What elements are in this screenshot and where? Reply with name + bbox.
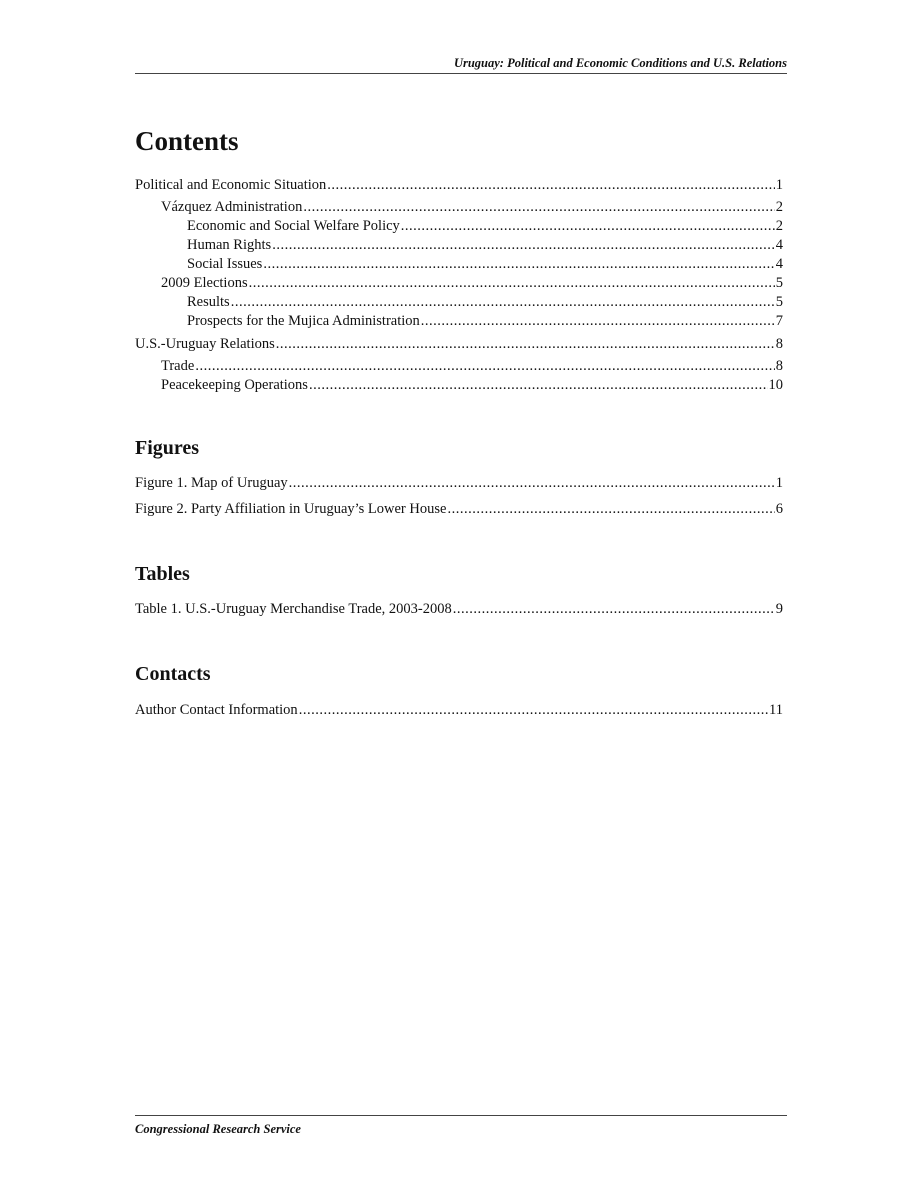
toc-leader [249, 274, 775, 292]
toc-entry[interactable] [135, 312, 783, 330]
toc-entry[interactable] [135, 255, 783, 273]
toc-entry[interactable] [135, 701, 783, 719]
toc-entry-page: 9 [775, 601, 783, 617]
toc-entry-page: 8 [775, 336, 783, 352]
toc-entry-label: Figure 1. Map of Uruguay [135, 475, 288, 491]
contents-heading: Contents [135, 126, 239, 156]
toc-entry-page: 1 [775, 177, 783, 193]
toc-leader [272, 236, 775, 254]
toc-entry-page: 7 [775, 313, 783, 329]
toc-entry-label: Social Issues [187, 256, 263, 272]
toc-entry-label: Results [187, 294, 230, 310]
running-header: Uruguay: Political and Economic Conditions and U.S. Relations [135, 55, 787, 74]
toc-leader [195, 357, 774, 375]
toc-entry-label: Trade [161, 358, 195, 374]
toc-leader [327, 176, 774, 194]
toc-entry[interactable] [135, 217, 783, 235]
toc-leader [303, 198, 774, 216]
toc-entry-page: 8 [775, 358, 783, 374]
toc-entry-page: 5 [775, 275, 783, 291]
toc-entry-page: 1 [775, 475, 783, 491]
toc-leader [309, 376, 768, 394]
toc-entry[interactable] [135, 274, 783, 292]
tables-heading: Tables [135, 563, 190, 585]
toc-leader [276, 335, 775, 353]
toc-entry[interactable] [135, 176, 783, 194]
toc-entry-label: Political and Economic Situation [135, 177, 327, 193]
toc-entry-label: Economic and Social Welfare Policy [187, 218, 400, 234]
toc-leader [447, 500, 774, 518]
toc-entry[interactable] [135, 474, 783, 492]
toc-entry-page: 2 [775, 218, 783, 234]
toc-entry-label: Figure 2. Party Affiliation in Uruguay’s Lower House [135, 501, 447, 517]
toc-entry[interactable] [135, 357, 783, 375]
toc-entry-page: 4 [775, 256, 783, 272]
figures-heading: Figures [135, 437, 200, 459]
toc-entry-label: 2009 Elections [161, 275, 248, 291]
toc-entry-label: Human Rights [187, 237, 272, 253]
toc-entry-label: Prospects for the Mujica Administration [187, 313, 420, 329]
toc-entry[interactable] [135, 293, 783, 311]
toc-leader [289, 474, 775, 492]
toc-entry-page: 4 [775, 237, 783, 253]
toc-entry[interactable] [135, 335, 783, 353]
toc-entry-page: 10 [768, 377, 783, 393]
toc-entry[interactable] [135, 236, 783, 254]
toc-leader [401, 217, 775, 235]
toc-entry-page: 5 [775, 294, 783, 310]
toc-entry[interactable] [135, 198, 783, 216]
contacts-heading: Contacts [135, 663, 211, 685]
toc-entry-label: Vázquez Administration [161, 199, 303, 215]
toc-entry-page: 2 [775, 199, 783, 215]
toc-leader [231, 293, 775, 311]
toc-leader [299, 701, 768, 719]
toc-entry-label: Peacekeeping Operations [161, 377, 308, 393]
running-footer: Congressional Research Service [135, 1115, 787, 1137]
toc-entry[interactable] [135, 376, 783, 394]
toc-entry-page: 11 [769, 702, 783, 718]
toc-leader [421, 312, 775, 330]
toc-entry-page: 6 [775, 501, 783, 517]
toc-leader [453, 600, 775, 618]
toc-entry-label: Table 1. U.S.-Uruguay Merchandise Trade, 2003-2008 [135, 601, 452, 617]
toc-leader [263, 255, 774, 273]
toc-entry[interactable] [135, 500, 783, 518]
toc-entry-label: U.S.-Uruguay Relations [135, 336, 275, 352]
toc-entry-label: Author Contact Information [135, 702, 298, 718]
toc-entry[interactable] [135, 600, 783, 618]
